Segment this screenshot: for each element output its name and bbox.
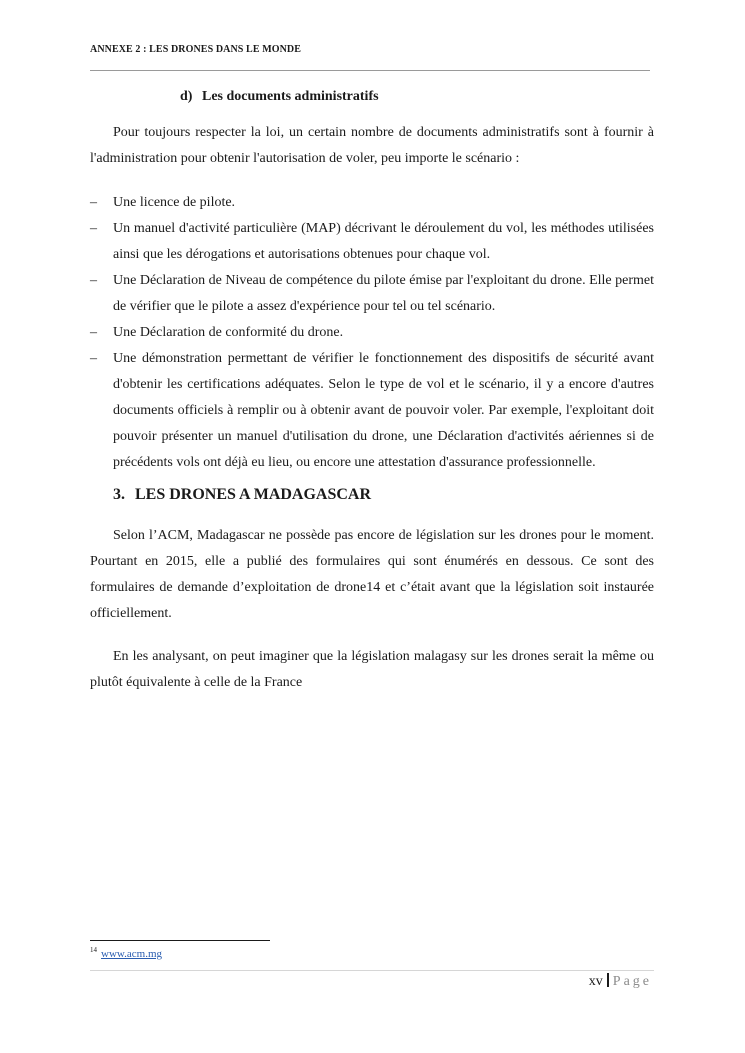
list-item-text: Un manuel d'activité particulière (MAP) décrivant le déroulement du vol, les méthodes utilisées ainsi que les dérogations et autorisations obtenues pour chaque vol. <box>113 221 654 262</box>
list-item <box>90 320 654 346</box>
footnote <box>90 946 162 960</box>
subsection-marker: d) <box>180 89 193 104</box>
list-item-text: Une Déclaration de conformité du drone. <box>113 325 344 340</box>
header-divider <box>90 70 650 71</box>
body-paragraph: En les analysant, on peut imaginer que la législation malagasy sur les drones serait la même ou plutôt équivalente à celle de la France <box>90 649 654 690</box>
list-item <box>90 216 654 268</box>
footnote-link[interactable]: www.acm.mg <box>101 948 162 960</box>
document-list <box>90 190 654 476</box>
footnote-number: 14 <box>90 946 97 954</box>
footer-divider <box>90 970 654 971</box>
section-title: LES DRONES A MADAGASCAR <box>135 486 372 503</box>
dash-icon: – <box>90 325 97 340</box>
list-item <box>90 190 654 216</box>
section-number: 3. <box>113 486 125 503</box>
page-body <box>90 120 654 696</box>
list-item <box>90 346 654 476</box>
list-item-text: Une licence de pilote. <box>113 195 236 210</box>
page-label: Page <box>612 974 652 989</box>
page-number: xv <box>588 974 603 989</box>
list-item-text: Une Déclaration de Niveau de compétence du pilote émise par l'exploitant du drone. Elle permet de vérifier que le pilote a assez d'expérience pour tel ou tel scénario. <box>113 273 654 314</box>
body-paragraph: Selon l’ACM, Madagascar ne possède pas encore de législation sur les drones pour le moment. Pourtant en 2015, elle a publié des formulaires qui sont énumérés en dessous. Ce sont des formulaires de demande d’exploitation de drone14 et c’était avant que la législation soit instaurée officiellement. <box>90 528 654 621</box>
dash-icon: – <box>90 195 97 210</box>
footer-separator <box>607 973 609 987</box>
dash-icon: – <box>90 351 97 366</box>
intro-paragraph: Pour toujours respecter la loi, un certain nombre de documents administratifs sont à fournir à l'administration pour obtenir l'autorisation de voler, peu importe le scénario : <box>90 125 654 166</box>
section-heading <box>90 482 654 508</box>
footnote-divider <box>90 940 270 941</box>
page-footer <box>589 973 652 990</box>
dash-icon: – <box>90 221 97 236</box>
subsection-title: Les documents administratifs <box>202 89 379 104</box>
subsection-heading <box>180 89 379 105</box>
list-item-text: Une démonstration permettant de vérifier le fonctionnement des dispositifs de sécurité avant d'obtenir les certifications adéquates. Selon le type de vol et le scénario, il y a encore d'autres documents officiels à remplir ou à obtenir avant de pouvoir voler. Par exemple, l'exploitant doit pouvoir présenter un manuel d'utilisation du drone, une Déclaration d'activités aériennes si de précédents vols ont déjà eu lieu, ou encore une attestation d'assurance professionnelle. <box>113 351 654 470</box>
dash-icon: – <box>90 273 97 288</box>
list-item <box>90 268 654 320</box>
running-header: ANNEXE 2 : LES DRONES DANS LE MONDE <box>90 44 302 55</box>
